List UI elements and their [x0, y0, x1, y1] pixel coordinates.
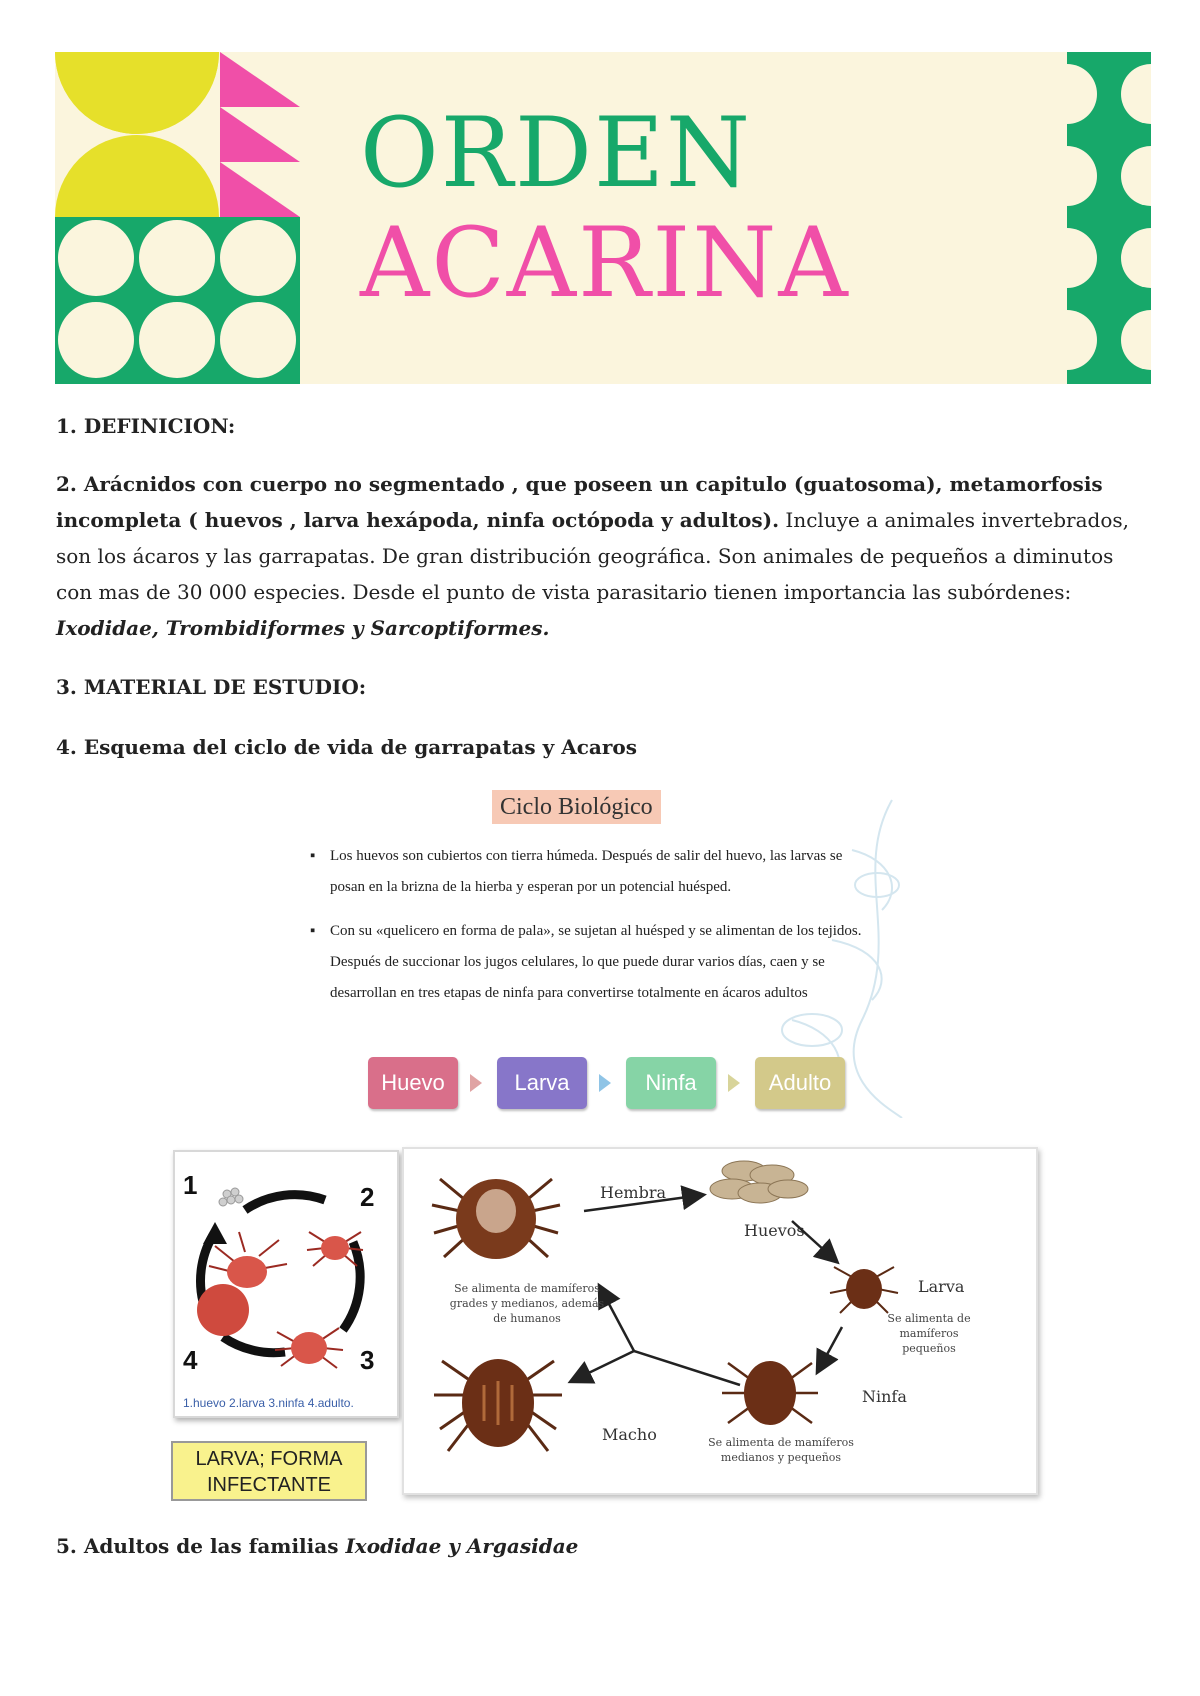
slide-bullet-1-text: Los huevos son cubiertos con tierra húmeda. Después de salir del huevo, las larvas se posan en la brizna de la hierba y esperan por un potencial huésped.	[330, 848, 843, 895]
numbered-cycle-figure	[173, 1150, 399, 1418]
section-3-heading: 3. MATERIAL DE ESTUDIO:	[56, 675, 367, 699]
slide-bullet-2	[310, 916, 880, 1009]
label-macho: Macho	[602, 1425, 657, 1444]
label-hembra: Hembra	[600, 1183, 667, 1202]
cycle-number-2: 2	[360, 1182, 375, 1212]
larva-infectante-box	[171, 1441, 367, 1501]
section-4-heading: 4. Esquema del ciclo de vida de garrapatas y Acaros	[56, 735, 637, 759]
section-1-heading: 1. DEFINICION:	[56, 414, 236, 438]
stage-arrow	[470, 1074, 482, 1092]
label-huevos: Huevos	[744, 1221, 805, 1240]
note-adult-feeding: Se alimenta de mamíferos grades y medianos, además de humanos	[449, 1282, 605, 1325]
tick-life-cycle-figure	[402, 1147, 1038, 1495]
label-ninfa: Ninfa	[862, 1387, 907, 1406]
label-larva: Larva	[918, 1277, 965, 1296]
stage-huevo: Huevo	[368, 1057, 458, 1109]
stage-arrow	[728, 1074, 740, 1092]
cycle-number-1: 1	[183, 1170, 198, 1200]
section-2-text: Incluye a animales invertebrados, son los ácaros y las garrapatas. De gran distribución geográfica. Son animales de pequeños a diminutos con mas de 30 000 especies. Desde el punto de vista parasitario tienen importancia las subórdenes:	[56, 508, 1130, 604]
slide-bullet-1	[310, 841, 880, 903]
note-larva-feeding: Se alimenta de mamíferos pequeños	[887, 1312, 971, 1355]
header-banner	[55, 52, 1151, 384]
section-5-families: Ixodidae y Argasidae	[345, 1534, 579, 1558]
bullet-dot: ▪	[310, 923, 316, 939]
cycle-number-3: 3	[360, 1345, 375, 1375]
section-2-suborders: Ixodidae, Trombidiformes y Sarcoptiformes.	[56, 616, 550, 640]
cycle-number-4: 4	[183, 1345, 198, 1375]
stage-larva: Larva	[497, 1057, 587, 1109]
title-line-1: ORDEN	[360, 97, 753, 209]
larva-box-line-2: INFECTANTE	[206, 1474, 332, 1496]
section-5-heading	[56, 1528, 1156, 1564]
slide-bullet-2-text: Con su «quelicero en forma de pala», se sujetan al huésped y se alimentan de los tejidos. Después de succionar los jugos celulares, lo que puede durar varios días, caen y se desarrollan en tres etapas de ninfa para convertirse totalmente en ácaros adultos	[330, 923, 862, 1001]
section-2-paragraph	[56, 466, 1154, 646]
title-line-2: ACARINA	[360, 207, 850, 319]
stage-ninfa: Ninfa	[626, 1057, 716, 1109]
section-5-text: 5. Adultos de las familias	[56, 1534, 346, 1558]
stage-adulto: Adulto	[755, 1057, 845, 1109]
larva-box-line-1: LARVA; FORMA	[195, 1448, 343, 1470]
note-ninfa-feeding: Se alimenta de mamíferos medianos y pequeños	[708, 1436, 854, 1464]
cycle-caption: 1.huevo 2.larva 3.ninfa 4.adulto.	[183, 1396, 354, 1410]
bullet-dot: ▪	[310, 848, 316, 864]
ciclo-biologico-slide	[292, 790, 914, 1118]
section-2-bold: 2. Arácnidos con cuerpo no segmentado , que poseen un capitulo (guatosoma), metamorfosis incompleta ( huevos , larva hexápoda, ninfa octópoda y adultos).	[56, 472, 1103, 532]
slide-title: Ciclo Biológico	[492, 790, 661, 824]
stage-arrow	[599, 1074, 611, 1092]
